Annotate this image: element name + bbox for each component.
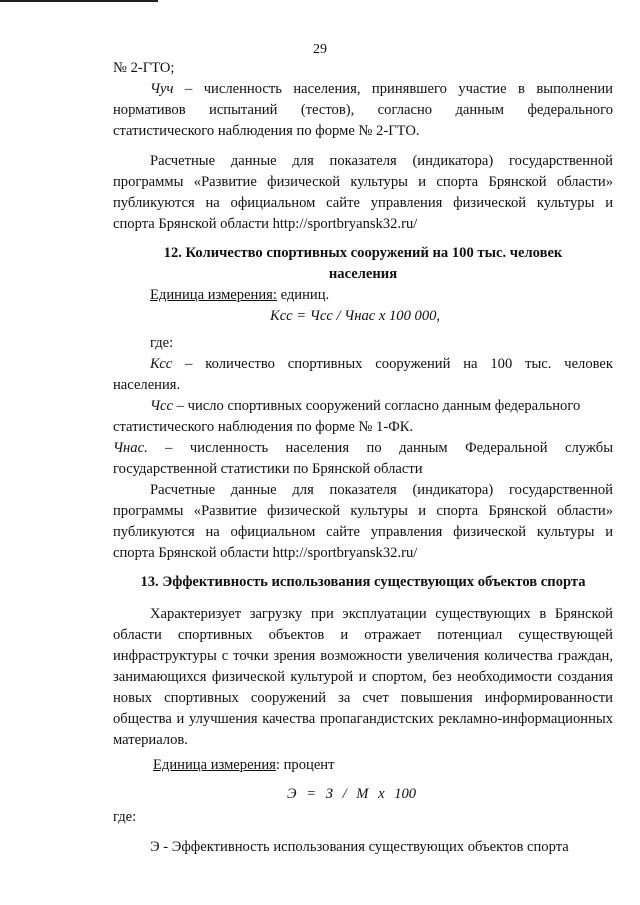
text-line: публикуются на официальном сайте управления физической культуры и [113,524,613,540]
definition-chuch: Чуч – численность населения, принявшего участие в выполнении [150,81,613,97]
unit-value: единиц. [276,287,330,303]
page-number: 29 [313,42,327,57]
text-line: программы «Развитие физической культуры и спорта Брянской области» [113,174,613,190]
text-line: Характеризует загрузку при эксплуатации существующих в Брянской [150,606,613,622]
section-heading-12: 12. Количество спортивных сооружений на 100 тыс. человек [163,245,563,261]
text-line: № 2-ГТО; [113,60,175,76]
unit-of-measure-12 [150,286,329,304]
text-line: области спортивных объектов и отражает потенциал существующей [113,627,613,643]
unit-value: : процент [275,757,335,773]
unit-of-measure-13 [153,756,335,774]
text-line: публикуются на официальном сайте управления физической культуры и [113,195,613,211]
text-line: новых спортивных сооружений за счет повышения информированности [113,690,613,706]
text-line: статистического наблюдения по форме № 1-ФК. [113,419,414,435]
section-heading-12-cont: населения [328,266,398,282]
text-line: Э - Эффективность использования существующих объектов спорта [150,839,569,855]
formula-12: Кcс = Чсс / Чнас х 100 000, [270,308,441,324]
formula-13: Э = З / М х 100 [287,786,417,802]
text-line: инфраструктуры с точки зрения возможности увеличения количества граждан, [113,648,613,664]
website-line: спорта Брянской области http://sportbryansk32.ru/ [113,216,418,232]
website-line: спорта Брянской области http://sportbryansk32.ru/ [113,545,418,561]
text-line: программы «Развитие физической культуры и спорта Брянской области» [113,503,613,519]
text-line: занимающихся физической культурой и спортом, без необходимости создания [113,669,613,685]
text-line: нормативов испытаний (тестов), согласно данным федерального [113,102,613,118]
text-line: населения. [113,377,181,393]
definition-chss: Чсс – число спортивных сооружений согласно данным федерального [150,398,581,414]
text-line: Расчетные данные для показателя (индикатора) государственной [150,153,613,169]
definition-kss: Ксс – количество спортивных сооружений на 100 тыс. человек [150,356,613,372]
text-line: государственной статистики по Брянской области [113,461,423,477]
text-line: материалов. [113,732,188,748]
where-label: где: [150,335,174,351]
text-line: Расчетные данные для показателя (индикатора) государственной [150,482,613,498]
text-line: статистического наблюдения по форме № 2-ГТО. [113,123,420,139]
section-heading-13: 13. Эффективность использования существующих объектов спорта [140,574,586,590]
definition-chnas: Чнас. – численность населения по данным Федеральной службы [113,440,613,456]
unit-label: Единица измерения [153,757,276,773]
unit-label: Единица измерения: [150,287,277,303]
where-label: где: [113,809,137,825]
text-line: общества и улучшения качества пропагандистских рекламно-информационных [113,711,613,727]
top-rule [0,0,158,2]
